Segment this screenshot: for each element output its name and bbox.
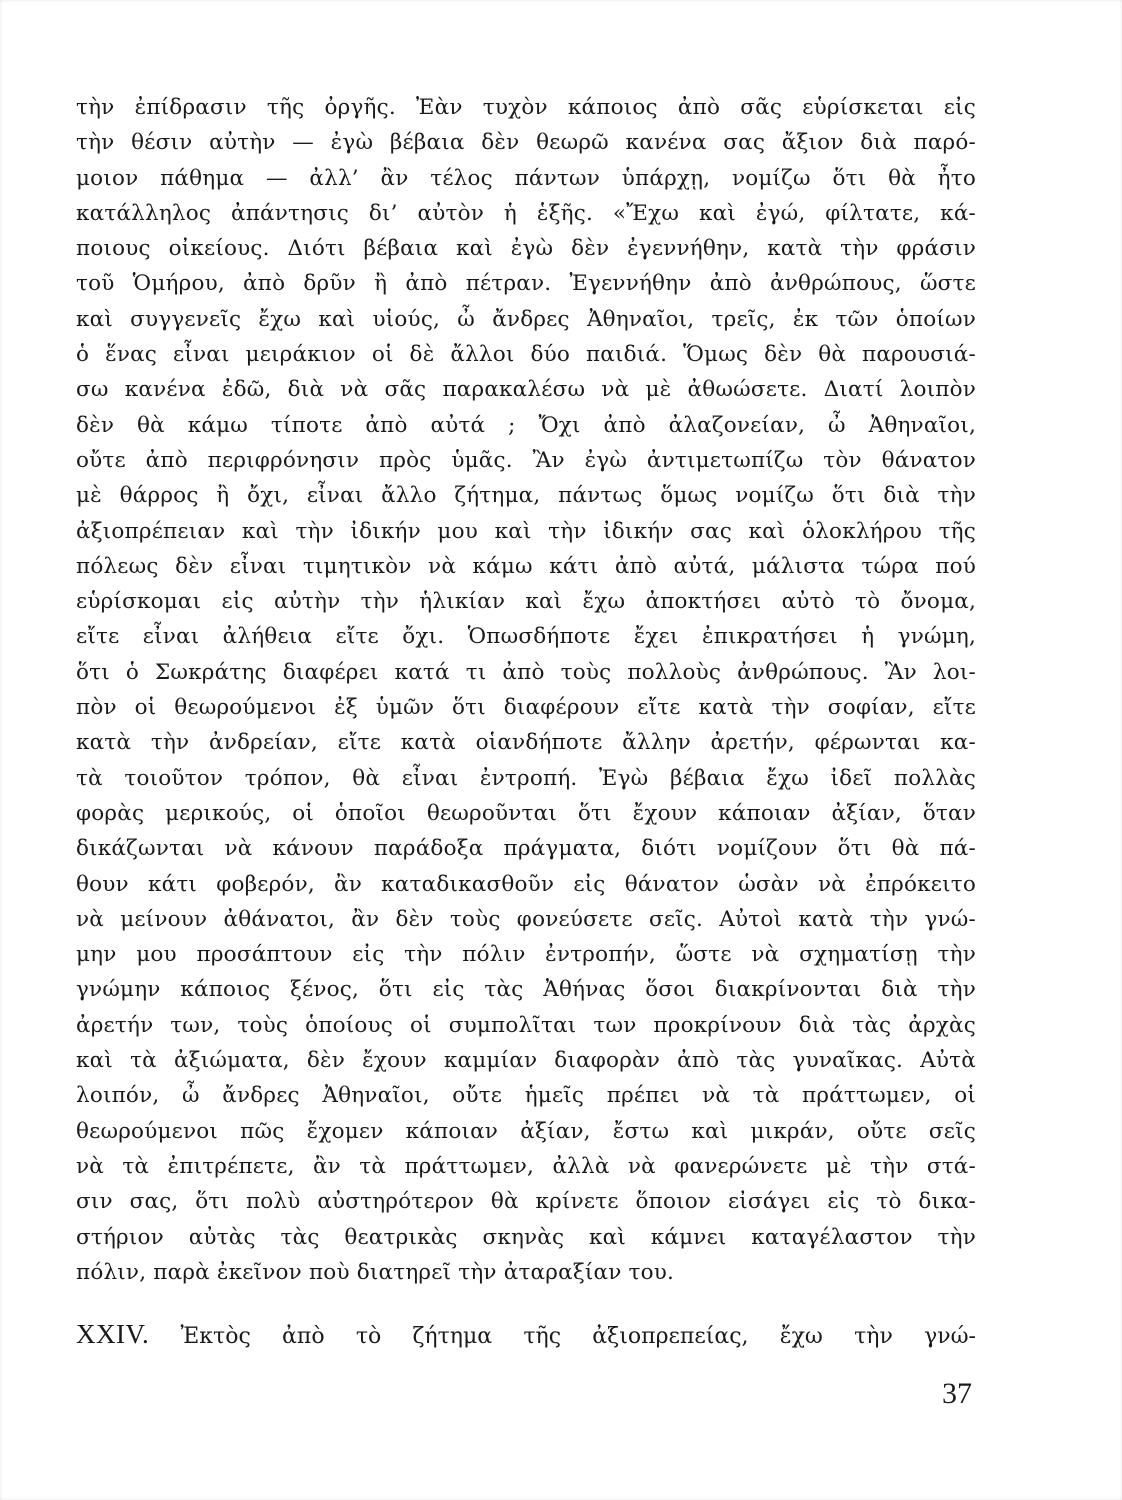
paragraph-body bbox=[76, 90, 976, 1290]
text-line: θουν κάτι φοβερόν, ἂν καταδικασθοῦν εἰς θάνατον ὡσὰν νὰ ἐπρόκειτο bbox=[76, 871, 976, 897]
text-line: νὰ μείνουν ἀθάνατοι, ἂν δὲν τοὺς φονεύσετε σεῖς. Αὐτοὶ κατὰ τὴν γνώ- bbox=[76, 906, 976, 932]
text-line: πόλεως δὲν εἶναι τιμητικὸν νὰ κάμω κάτι ἀπὸ αὐτά, μάλιστα τώρα πού bbox=[76, 553, 976, 579]
text-line: γνώμην κάποιος ξένος, ὅτι εἰς τὰς Ἀθήνας ὅσοι διακρίνονται διὰ τὴν bbox=[76, 977, 976, 1003]
text-line: μὲ θάρρος ἢ ὄχι, εἶναι ἄλλο ζήτημα, πάντως ὅμως νομίζω ὅτι διὰ τὴν bbox=[76, 483, 976, 509]
text-line: μοιον πάθημα — ἀλλ’ ἂν τέλος πάντων ὑπάρχῃ, νομίζω ὅτι θὰ ἦτο bbox=[76, 165, 976, 191]
text-line: πὸν οἱ θεωρούμενοι ἐξ ὑμῶν ὅτι διαφέρουν εἴτε κατὰ τὴν σοφίαν, εἴτε bbox=[76, 695, 976, 721]
text-line: καὶ συγγενεῖς ἔχω καὶ υἱούς, ὦ ἄνδρες Ἀθηναῖοι, τρεῖς, ἐκ τῶν ὁποίων bbox=[76, 306, 976, 332]
section-number: XXIV. bbox=[76, 1319, 150, 1349]
text-line: κατὰ τὴν ἀνδρείαν, εἴτε κατὰ οἱανδήποτε ἄλλην ἀρετήν, φέρωνται κα- bbox=[76, 730, 976, 756]
page-number: 37 bbox=[942, 1377, 972, 1410]
section-heading-line bbox=[76, 1314, 976, 1354]
text-line: τὴν ἐπίδρασιν τῆς ὀργῆς. Ἐὰν τυχὸν κάποιος ἀπὸ σᾶς εὑρίσκεται εἰς bbox=[76, 95, 976, 120]
text-line: εὑρίσκομαι εἰς αὐτὴν τὴν ἡλικίαν καὶ ἔχω ἀποκτήσει αὐτὸ τὸ ὄνομα, bbox=[76, 589, 976, 615]
text-line: νὰ τὰ ἐπιτρέπετε, ἂν τὰ πράττωμεν, ἀλλὰ νὰ φανερώνετε μὲ τὴν στά- bbox=[76, 1153, 976, 1179]
text-line: σιν σας, ὅτι πολὺ αὐστηρότερον θὰ κρίνετε ὅποιον εἰσάγει εἰς τὸ δικα- bbox=[76, 1189, 976, 1215]
text-line: ἀξιοπρέπειαν καὶ τὴν ἰδικήν μου καὶ τὴν ἰδικήν σας καὶ ὁλοκλήρου τῆς bbox=[76, 518, 976, 544]
text-line: δικάζωνται νὰ κάνουν παράδοξα πράγματα, διότι νομίζουν ὅτι θὰ πά- bbox=[76, 836, 976, 862]
text-line: μην μου προσάπτουν εἰς τὴν πόλιν ἐντροπήν, ὥστε νὰ σχηματίσῃ τὴν bbox=[76, 942, 976, 968]
text-line: οὔτε ἀπὸ περιφρόνησιν πρὸς ὑμᾶς. Ἂν ἐγὼ ἀντιμετωπίζω τὸν θάνατον bbox=[76, 447, 976, 473]
text-line: θεωρούμενοι πῶς ἔχομεν κάποιαν ἀξίαν, ἔστω καὶ μικράν, οὔτε σεῖς bbox=[76, 1118, 976, 1144]
text-line: ὅτι ὁ Σωκράτης διαφέρει κατά τι ἀπὸ τοὺς πολλοὺς ἀνθρώπους. Ἂν λοι- bbox=[76, 659, 976, 685]
text-line: ποιους οἰκείους. Διότι βέβαια καὶ ἐγὼ δὲν ἐγεννήθην, κατὰ τὴν φράσιν bbox=[76, 236, 976, 262]
text-line: ἀρετήν των, τοὺς ὁποίους οἱ συμπολῖται των προκρίνουν διὰ τὰς ἀρχὰς bbox=[76, 1012, 976, 1038]
text-line: λοιπόν, ὦ ἄνδρες Ἀθηναῖοι, οὔτε ἡμεῖς πρέπει νὰ τὰ πράττωμεν, οἱ bbox=[76, 1083, 976, 1109]
text-line: στήριον αὐτὰς τὰς θεατρικὰς σκηνὰς καὶ κάμνει καταγέλαστον τὴν bbox=[76, 1224, 976, 1250]
text-line: κατάλληλος ἀπάντησις δι’ αὐτὸν ἡ ἑξῆς. «Ἔχω καὶ ἐγώ, φίλτατε, κά- bbox=[76, 200, 976, 226]
text-line: δὲν θὰ κάμω τίποτε ἀπὸ αὐτά ; Ὄχι ἀπὸ ἀλαζονείαν, ὦ Ἀθηναῖοι, bbox=[76, 412, 976, 438]
text-line: καὶ τὰ ἀξιώματα, δὲν ἔχουν καμμίαν διαφορὰν ἀπὸ τὰς γυναῖκας. Αὐτὰ bbox=[76, 1048, 976, 1074]
text-line: τὰ τοιοῦτον τρόπον, θὰ εἶναι ἐντροπή. Ἐγὼ βέβαια ἔχω ἰδεῖ πολλὰς bbox=[76, 765, 976, 791]
text-line: φορὰς μερικούς, οἱ ὁποῖοι θεωροῦνται ὅτι ἔχουν κάποιαν ἀξίαν, ὅταν bbox=[76, 800, 976, 826]
text-line: σω κανένα ἐδῶ, διὰ νὰ σᾶς παρακαλέσω νὰ μὲ ἀθωώσετε. Διατί λοιπὸν bbox=[76, 377, 976, 403]
text-line: τοῦ Ὁμήρου, ἀπὸ δρῦν ἢ ἀπὸ πέτραν. Ἐγεννήθην ἀπὸ ἀνθρώπους, ὥστε bbox=[76, 271, 976, 297]
text-line: εἴτε εἶναι ἀλήθεια εἴτε ὄχι. Ὁπωσδήποτε ἔχει ἐπικρατήσει ἡ γνώμη, bbox=[76, 624, 976, 650]
text-line: τὴν θέσιν αὐτὴν — ἐγὼ βέβαια δὲν θεωρῶ κανένα σας ἄξιον διὰ παρό- bbox=[76, 130, 976, 156]
text-line-last: πόλιν, παρὰ ἐκεῖνον ποὺ διατηρεῖ τὴν ἀταραξίαν του. bbox=[76, 1259, 675, 1285]
section-text: Ἐκτὸς ἀπὸ τὸ ζήτημα τῆς ἀξιοπρεπείας, ἔχω τὴν γνώ- bbox=[180, 1324, 976, 1349]
text-line: ὁ ἕνας εἶναι μειράκιον οἱ δὲ ἄλλοι δύο παιδιά. Ὅμως δὲν θὰ παρουσιά- bbox=[76, 342, 976, 368]
